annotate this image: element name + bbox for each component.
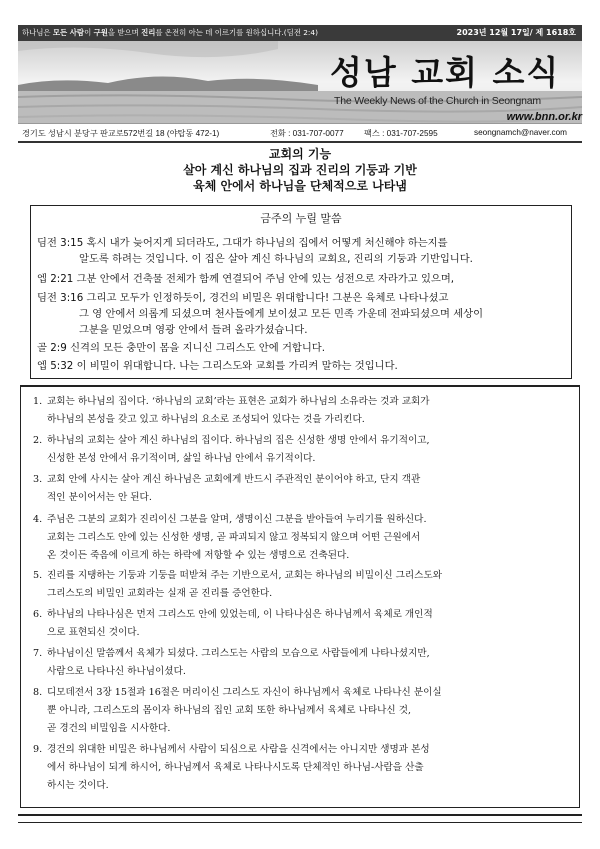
point-line: 으로 표현되신 것이다.: [47, 626, 140, 638]
point-line: 주님은 그분의 교회가 진리이신 그분을 알며, 생명이신 그분을 받아들여 누리기를 원하신다.: [47, 514, 427, 525]
point-number: 3.: [33, 474, 43, 485]
website-url[interactable]: www.bnn.or.kr: [506, 111, 582, 123]
point-number: 9.: [33, 744, 43, 755]
heading-house-pillar: 살아 계신 하나님의 집과 진리의 기둥과 기반: [183, 163, 417, 177]
fax-number: 팩스 : 031-707-2595: [364, 129, 438, 138]
point-line: 교회는 하나님의 집이다. ‘하나님의 교회’라는 표현은 교회가 하나님의 소유라는 것과 교회가: [47, 396, 430, 407]
outline-point: [33, 393, 568, 429]
phone-number: 전화 : 031-707-0077: [270, 129, 344, 138]
header-banner: [18, 25, 582, 124]
point-number: 5.: [33, 570, 43, 581]
address-divider: [18, 141, 582, 143]
point-line: 교회는 그리스도 안에 있는 신성한 생명, 곧 파괴되지 않고 정복되지 않으며 어떤 근원에서: [47, 531, 421, 543]
point-line: 교회 안에 사시는 살아 계신 하나님은 교회에게 반드시 주관적인 분이어야 하고, 단지 객관: [47, 474, 421, 485]
point-line: 하나님의 교회는 살아 계신 하나님의 집이다. 하나님의 집은 신성한 생명 안에서 유기적이고,: [47, 435, 430, 446]
point-line: 온 것이든 죽음에 이르게 하는 하락에 저항할 수 있는 생명으로 건축된다.: [47, 549, 350, 561]
point-line: 사람으로 나타나신 하나님이셨다.: [47, 665, 186, 677]
outline-point: [33, 511, 568, 564]
point-line: 그리스도의 비밀인 교회라는 실재 곧 진리를 증언한다.: [47, 587, 273, 599]
verse-line: 엡 2:21 그분 안에서 건축물 전체가 함께 연결되어 주님 안에 있는 성전으로 자라가고 있으며,: [37, 273, 455, 285]
point-line: 신성한 본성 안에서 유기적이며, 삶일 하나님 안에서 유기적이다.: [47, 452, 316, 464]
reading-verse: [37, 358, 565, 374]
email-address[interactable]: seongnamch@naver.com: [474, 128, 567, 137]
point-line: 하나님의 본성을 갖고 있고 하나님의 요소로 조성되어 있다는 것을 가리킨다.: [47, 413, 365, 425]
verse-line: 알도록 하려는 것입니다. 이 집은 살아 계신 하나님의 교회요, 진리의 기둥과 기반입니다.: [79, 253, 473, 266]
header-top-line: [18, 25, 582, 41]
reading-verse: [37, 340, 565, 356]
outline-points-box: [20, 385, 580, 808]
heading-manifestation: 육체 안에서 하나님을 단체적으로 나타냄: [193, 179, 407, 193]
point-line: 하시는 것이다.: [47, 779, 109, 791]
point-line: 적인 분이어서는 안 된다.: [47, 491, 152, 503]
point-line: 하나님의 나타나심은 먼저 그리스도 안에 있었는데, 이 나타나심은 하나님께서 육체로 개인적: [47, 609, 433, 620]
scripture-reading-box: [30, 205, 572, 379]
address-line: [22, 128, 582, 140]
newsletter-title: 성남 교회 소식: [330, 53, 561, 92]
header-verse: 하나님은 모든 사람이 구원을 받으며 진리를 온전히 아는 데 이르기를 원하십니다.(딤전 2:4): [22, 28, 319, 37]
point-number: 8.: [33, 687, 43, 698]
verse-line: 그분을 믿었으며 영광 안에서 들려 올라가셨습니다.: [79, 324, 308, 337]
newsletter-subtitle: The Weekly News of the Church in Seongnam: [334, 95, 541, 107]
point-number: 2.: [33, 435, 43, 446]
reading-title: 금주의 누릴 말씀: [260, 212, 342, 225]
point-line: 에서 하나님이 되게 하시어, 하나님께서 육체로 나타나시도록 단체적인 하나님-사람을 산출: [47, 761, 424, 773]
point-number: 7.: [33, 648, 43, 659]
heading-function: 교회의 기능: [268, 147, 332, 161]
verse-line: 엡 5:32 이 비밀이 위대합니다. 나는 그리스도와 교회를 가리켜 말하는 것입니다.: [37, 360, 398, 372]
point-line: 진리를 지탱하는 기둥과 기둥을 떠받쳐 주는 기반으로서, 교회는 하나님의 비밀이신 그리스도와: [47, 570, 442, 581]
reading-verse: [37, 235, 565, 267]
point-number: 6.: [33, 609, 43, 620]
point-line: 경건의 위대한 비밀은 하나님께서 사람이 되심으로 사람을 신격에서는 아니지만 생명과 본성: [47, 744, 430, 755]
verse-line: 그 영 안에서 의롭게 되셨으며 천사들에게 보이셨고 모든 민족 가운데 전파되셨으며 세상이: [79, 308, 484, 321]
outline-point: [33, 432, 568, 468]
outline-point: [33, 645, 568, 681]
issue-date: 2023년 12월 17일/ 제 1618호: [456, 28, 576, 37]
church-address: 경기도 성남시 분당구 판교로572번길 18 (야탑동 472-1): [22, 129, 220, 138]
point-line: 디모데전서 3장 15절과 16절은 머리이신 그리스도 자신이 하나님께서 육체로 나타나신 분이실: [47, 687, 442, 698]
point-line: 곧 경건의 비밀임을 시사한다.: [47, 722, 171, 734]
verse-line: 골 2:9 신격의 모든 충만이 몸을 지니신 그리스도 안에 거합니다.: [37, 342, 326, 354]
point-number: 4.: [33, 514, 43, 525]
verse-line: 딤전 3:15 혹시 내가 늦어지게 되더라도, 그대가 하나님의 집에서 어떻게 처신해야 하는지를: [37, 237, 448, 249]
verse-line: 딤전 3:16 그리고 모두가 인정하듯이, 경건의 비밀은 위대합니다! 그분은 육체로 나타나셨고: [37, 292, 449, 304]
point-line: 하나님이신 말씀께서 육체가 되셨다. 그리스도는 사람의 모습으로 사람들에게 나타나셨지만,: [47, 648, 430, 659]
outline-point: [33, 741, 568, 794]
outline-point: [33, 567, 568, 603]
outline-point: [33, 606, 568, 642]
reading-verse: [37, 271, 565, 287]
point-number: 1.: [33, 396, 43, 407]
footer-divider: [18, 814, 582, 823]
outline-point: [33, 471, 568, 507]
reading-verse: [37, 290, 565, 339]
point-line: 뿐 아니라, 그리스도의 몸이자 하나님의 집인 교회 또한 하나님께서 육체로 나타나신 것,: [47, 704, 412, 716]
outline-point: [33, 684, 568, 737]
